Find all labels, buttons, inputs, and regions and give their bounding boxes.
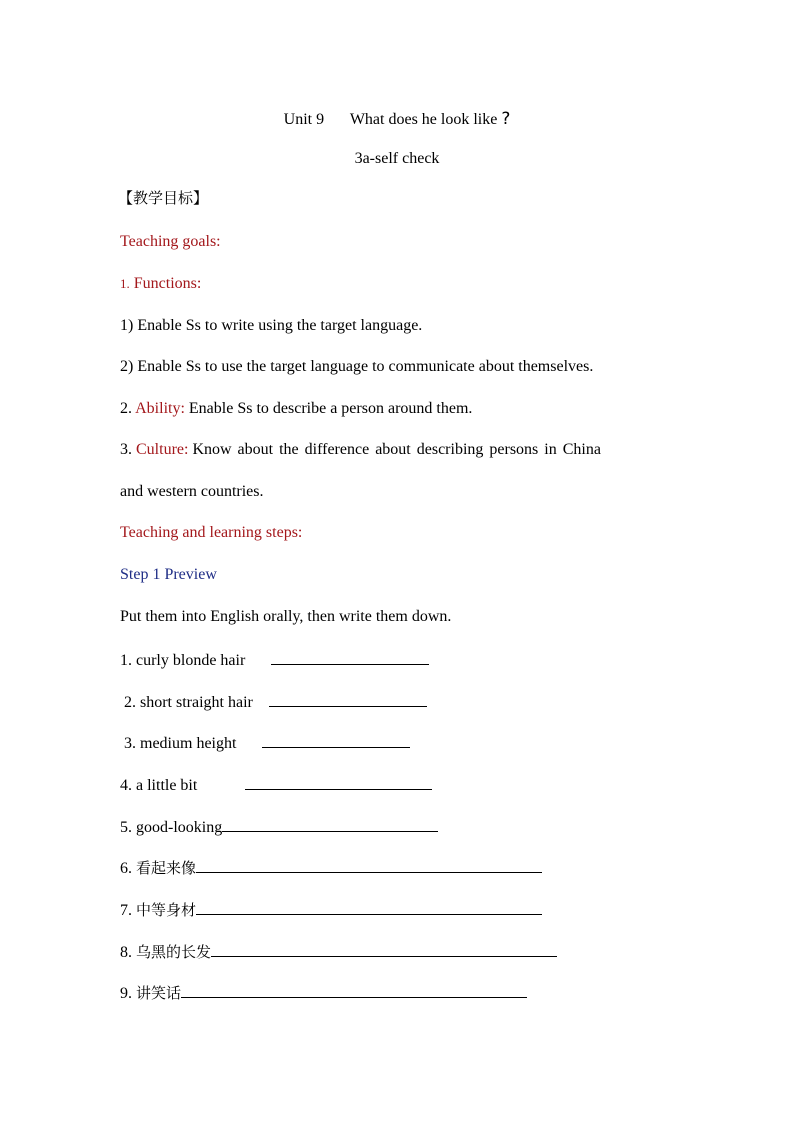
list-item [120, 981, 527, 1004]
item-text: 5. good-looking [120, 819, 223, 836]
page-subtitle: 3a-self check [354, 150, 440, 167]
functions-line [120, 274, 201, 294]
culture-number: 3. [120, 441, 132, 458]
functions-number: 1. [120, 276, 130, 291]
step-1-instruction: Put them into English orally, then write them down. [120, 608, 452, 625]
list-item [120, 856, 542, 879]
unit-label: Unit 9 [283, 111, 325, 128]
function-item-1: 1) Enable Ss to write using the target language. [120, 317, 423, 334]
list-item [120, 898, 542, 921]
answer-blank[interactable] [181, 981, 527, 998]
title-text: What does he look like [349, 111, 498, 128]
item-text: 4. a little bit [120, 777, 198, 794]
item-text: 1. curly blonde hair [120, 652, 246, 669]
list-item [124, 690, 427, 713]
answer-blank[interactable] [269, 690, 427, 707]
item-number: 9. [120, 985, 132, 1002]
item-number: 7. [120, 902, 132, 919]
ability-text: Enable Ss to describe a person around them. [188, 400, 473, 417]
ability-number: 2. [120, 400, 132, 417]
steps-heading: Teaching and learning steps: [120, 524, 303, 541]
answer-blank[interactable] [222, 815, 438, 832]
list-item [124, 731, 410, 754]
function-item-2: 2) Enable Ss to use the target language to communicate about themselves. [120, 358, 594, 375]
list-item [120, 773, 432, 796]
answer-blank[interactable] [211, 940, 557, 957]
item-text: 乌黑的长发 [136, 943, 212, 961]
answer-blank[interactable] [271, 648, 429, 665]
list-item [120, 815, 438, 838]
culture-label: Culture: [136, 441, 189, 458]
title-question-mark: ? [501, 109, 511, 129]
ability-line [120, 399, 472, 419]
ability-label: Ability: [135, 400, 185, 417]
culture-text-continued: and western countries. [120, 483, 264, 500]
culture-text: Know about the difference about describing persons in China [192, 441, 601, 458]
item-text: 3. medium height [124, 735, 237, 752]
page-title [0, 109, 794, 130]
list-item [120, 648, 429, 671]
functions-label: Functions: [133, 275, 202, 292]
item-text: 看起来像 [136, 859, 197, 877]
item-text: 中等身材 [136, 901, 197, 919]
answer-blank[interactable] [196, 856, 542, 873]
culture-line [120, 440, 672, 460]
item-text: 2. short straight hair [124, 694, 253, 711]
answer-blank[interactable] [262, 731, 410, 748]
answer-blank[interactable] [245, 773, 432, 790]
item-text: 讲笑话 [136, 984, 182, 1002]
step-1-heading: Step 1 Preview [120, 566, 217, 583]
item-number: 6. [120, 860, 132, 877]
list-item [120, 940, 557, 963]
item-number: 8. [120, 944, 132, 961]
teaching-goals-heading: Teaching goals: [120, 233, 221, 250]
answer-blank[interactable] [196, 898, 542, 915]
objectives-heading: 【教学目标】 [118, 189, 209, 207]
